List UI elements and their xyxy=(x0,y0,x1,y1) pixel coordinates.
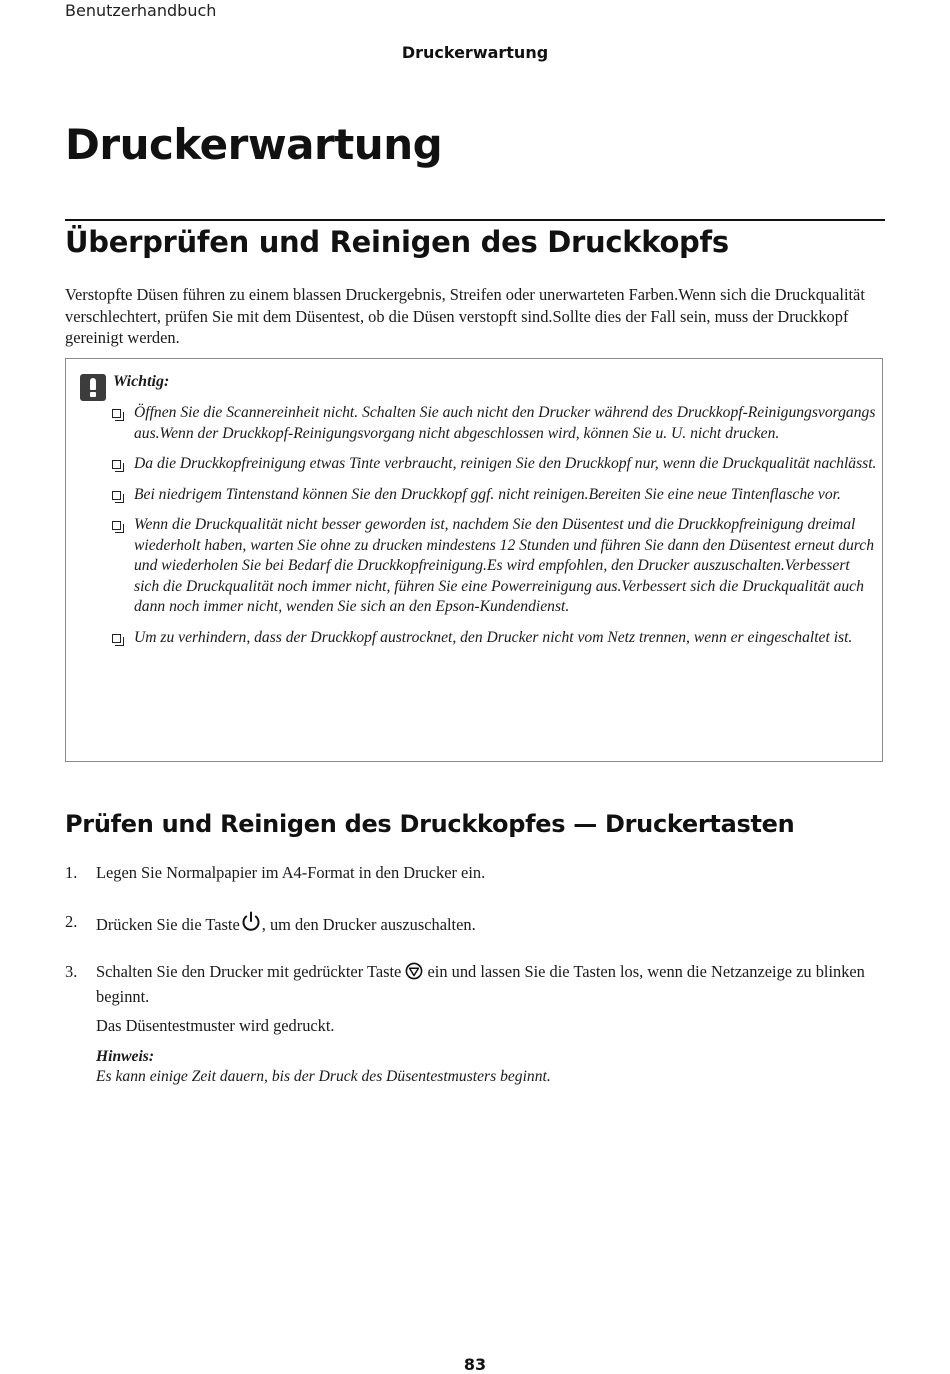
step-2 xyxy=(65,911,875,939)
page-number: 83 xyxy=(463,1355,487,1374)
step-3 xyxy=(65,961,875,1008)
step-number: 2. xyxy=(65,912,78,931)
step-1 xyxy=(65,862,875,884)
running-title: Benutzerhandbuch xyxy=(65,1,217,20)
stop-reset-icon xyxy=(405,962,423,986)
important-notice-box xyxy=(65,358,883,762)
intro-paragraph: Verstopfte Düsen führen zu einem blassen Druckergebnis, Streifen oder unerwarteten Farben.Wenn sich die Druckqualität verschlechtert, prüfen Sie mit dem Düsentest, ob die Düsen verstopft sind.Sollte dies der Fall sein, muss der Druckkopf gereinigt werden. xyxy=(65,285,865,347)
notice-item: Da die Druckkopfreinigung etwas Tinte verbraucht, reinigen Sie den Druckkopf nur, wenn die Druckqualität nachlässt. xyxy=(110,454,878,475)
step-number: 1. xyxy=(65,863,78,882)
notice-list xyxy=(110,403,878,658)
step-text-after: , um den Drucker auszuschalten. xyxy=(261,915,476,934)
section-header: Druckerwartung xyxy=(401,43,549,62)
section-divider xyxy=(65,219,885,221)
checkbox-bullet-icon xyxy=(112,460,121,469)
section-title: Überprüfen und Reinigen des Druckkopfs xyxy=(65,225,729,259)
notice-title: Wichtig: xyxy=(113,373,170,390)
checkbox-bullet-icon xyxy=(112,491,121,500)
step-result: Das Düsentestmuster wird gedruckt. xyxy=(96,1016,335,1035)
notice-item: Um zu verhindern, dass der Druckkopf austrocknet, den Drucker nicht vom Netz trennen, wenn er eingeschaltet ist. xyxy=(110,628,878,649)
step-text: Drücken Sie die Taste xyxy=(96,915,240,934)
step-text-after: ein und lassen Sie die Tasten los, wenn die Netzanzeige zu blinken beginnt. xyxy=(96,962,865,1006)
power-icon xyxy=(240,911,262,939)
step-text: Legen Sie Normalpapier im A4-Format in den Drucker ein. xyxy=(96,863,486,882)
notice-item: Öffnen Sie die Scannereinheit nicht. Schalten Sie auch nicht den Drucker während des Druckkopf-Reinigungsvorgangs aus.Wenn der Druckkopf-Reinigungsvorgang nicht abgeschlossen wird, können Sie u. U. nicht drucken. xyxy=(110,403,878,444)
exclamation-icon xyxy=(80,374,106,401)
notice-item: Wenn die Druckqualität nicht besser geworden ist, nachdem Sie den Düsentest und die Druckkopfreinigung dreimal wiederholt haben, warten Sie ohne zu drucken mindestens 12 Stunden und führen Sie dann den Düsentest erneut durch und wiederholen Sie bei Bedarf die Druckkopfreinigung.Es wird empfohlen, den Drucker auszuschalten.Verbessert sich die Druckqualität noch immer nicht, führen Sie eine Powerreinigung aus.Verbessert sich die Druckqualität auch dann noch immer nicht, wenden Sie sich an den Epson-Kundendienst. xyxy=(110,515,878,618)
chapter-title: Druckerwartung xyxy=(65,120,443,169)
notice-item: Bei niedrigem Tintenstand können Sie den Druckkopf ggf. nicht reinigen.Bereiten Sie eine neue Tintenflasche vor. xyxy=(110,485,878,506)
hint-text: Es kann einige Zeit dauern, bis der Druck des Düsentestmusters beginnt. xyxy=(96,1068,551,1085)
checkbox-bullet-icon xyxy=(112,409,121,418)
checkbox-bullet-icon xyxy=(112,634,121,643)
subsection-title: Prüfen und Reinigen des Druckkopfes — Druckertasten xyxy=(65,810,795,838)
hint-title: Hinweis: xyxy=(96,1048,155,1065)
step-text: Schalten Sie den Drucker mit gedrückter Taste xyxy=(96,962,402,981)
checkbox-bullet-icon xyxy=(112,521,121,530)
step-number: 3. xyxy=(65,962,78,981)
